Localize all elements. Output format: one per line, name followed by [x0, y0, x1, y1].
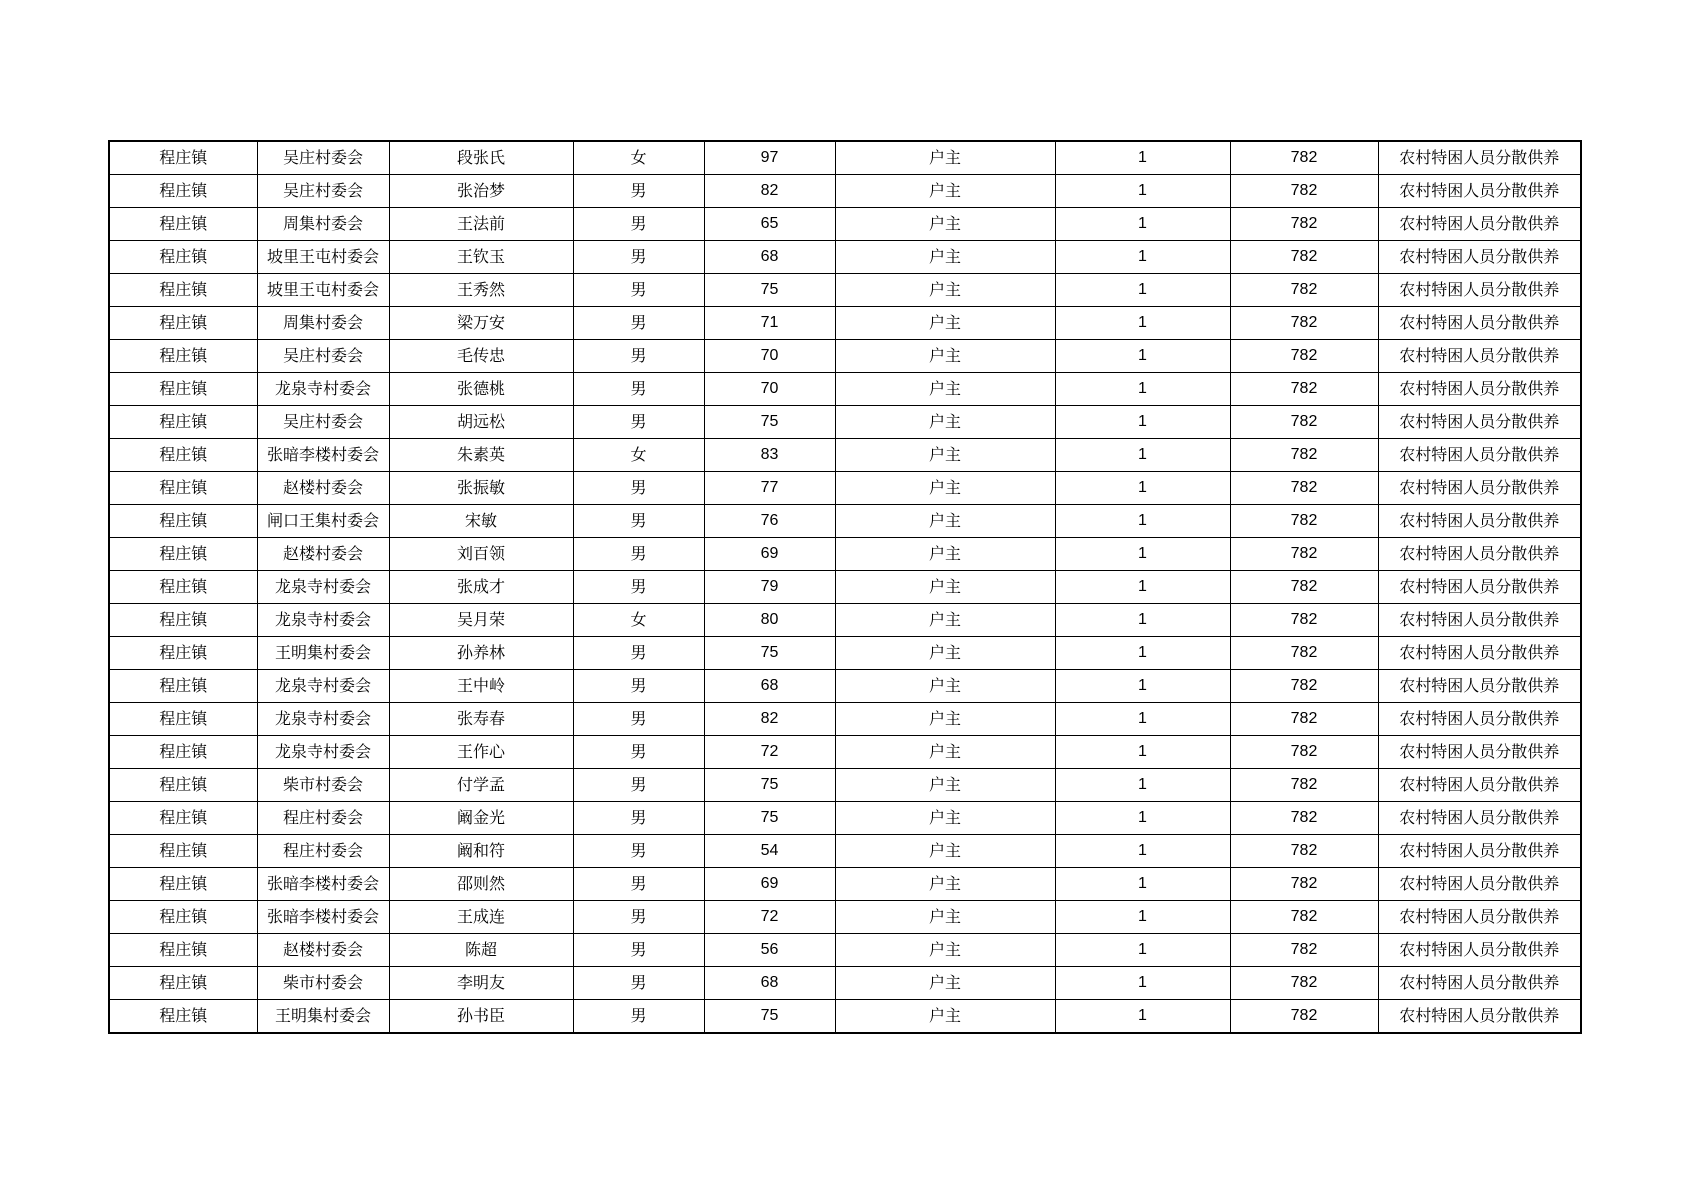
household-size-cell: 1 — [1055, 802, 1230, 835]
table-row — [109, 373, 1581, 406]
age-cell: 72 — [704, 736, 835, 769]
name-cell: 王法前 — [389, 208, 573, 241]
village-committee-cell: 闸口王集村委会 — [257, 505, 389, 538]
amount-cell: 782 — [1230, 373, 1378, 406]
village-committee-cell: 龙泉寺村委会 — [257, 703, 389, 736]
table-row — [109, 736, 1581, 769]
name-cell: 王作心 — [389, 736, 573, 769]
relation-cell: 户主 — [835, 141, 1055, 175]
age-cell: 75 — [704, 802, 835, 835]
town-cell: 程庄镇 — [109, 175, 257, 208]
town-cell: 程庄镇 — [109, 967, 257, 1000]
table-row — [109, 802, 1581, 835]
town-cell: 程庄镇 — [109, 703, 257, 736]
age-cell: 70 — [704, 340, 835, 373]
village-committee-cell: 柴市村委会 — [257, 967, 389, 1000]
household-size-cell: 1 — [1055, 141, 1230, 175]
household-size-cell: 1 — [1055, 538, 1230, 571]
village-committee-cell: 王明集村委会 — [257, 637, 389, 670]
town-cell: 程庄镇 — [109, 670, 257, 703]
category-cell: 农村特困人员分散供养 — [1378, 406, 1581, 439]
relation-cell: 户主 — [835, 901, 1055, 934]
name-cell: 张寿春 — [389, 703, 573, 736]
name-cell: 阚金光 — [389, 802, 573, 835]
category-cell: 农村特困人员分散供养 — [1378, 769, 1581, 802]
town-cell: 程庄镇 — [109, 571, 257, 604]
household-size-cell: 1 — [1055, 505, 1230, 538]
table-row — [109, 967, 1581, 1000]
category-cell: 农村特困人员分散供养 — [1378, 868, 1581, 901]
gender-cell: 男 — [573, 934, 704, 967]
gender-cell: 男 — [573, 472, 704, 505]
household-size-cell: 1 — [1055, 967, 1230, 1000]
table-row — [109, 406, 1581, 439]
amount-cell: 782 — [1230, 967, 1378, 1000]
household-size-cell: 1 — [1055, 934, 1230, 967]
table-row — [109, 340, 1581, 373]
town-cell: 程庄镇 — [109, 439, 257, 472]
name-cell: 邵则然 — [389, 868, 573, 901]
name-cell: 段张氏 — [389, 141, 573, 175]
category-cell: 农村特困人员分散供养 — [1378, 736, 1581, 769]
relation-cell: 户主 — [835, 439, 1055, 472]
relation-cell: 户主 — [835, 373, 1055, 406]
category-cell: 农村特困人员分散供养 — [1378, 505, 1581, 538]
amount-cell: 782 — [1230, 736, 1378, 769]
category-cell: 农村特困人员分散供养 — [1378, 439, 1581, 472]
table-row — [109, 1000, 1581, 1034]
age-cell: 80 — [704, 604, 835, 637]
gender-cell: 男 — [573, 340, 704, 373]
relation-cell: 户主 — [835, 340, 1055, 373]
village-committee-cell: 龙泉寺村委会 — [257, 373, 389, 406]
gender-cell: 男 — [573, 1000, 704, 1034]
gender-cell: 男 — [573, 868, 704, 901]
village-committee-cell: 赵楼村委会 — [257, 472, 389, 505]
name-cell: 张成才 — [389, 571, 573, 604]
gender-cell: 男 — [573, 769, 704, 802]
age-cell: 77 — [704, 472, 835, 505]
relation-cell: 户主 — [835, 868, 1055, 901]
village-committee-cell: 龙泉寺村委会 — [257, 736, 389, 769]
town-cell: 程庄镇 — [109, 637, 257, 670]
village-committee-cell: 周集村委会 — [257, 307, 389, 340]
name-cell: 张德桃 — [389, 373, 573, 406]
gender-cell: 男 — [573, 670, 704, 703]
category-cell: 农村特困人员分散供养 — [1378, 967, 1581, 1000]
town-cell: 程庄镇 — [109, 769, 257, 802]
town-cell: 程庄镇 — [109, 802, 257, 835]
town-cell: 程庄镇 — [109, 406, 257, 439]
household-size-cell: 1 — [1055, 208, 1230, 241]
household-size-cell: 1 — [1055, 241, 1230, 274]
village-committee-cell: 龙泉寺村委会 — [257, 571, 389, 604]
name-cell: 王中岭 — [389, 670, 573, 703]
age-cell: 82 — [704, 175, 835, 208]
amount-cell: 782 — [1230, 868, 1378, 901]
name-cell: 宋敏 — [389, 505, 573, 538]
name-cell: 王钦玉 — [389, 241, 573, 274]
age-cell: 75 — [704, 406, 835, 439]
relation-cell: 户主 — [835, 802, 1055, 835]
amount-cell: 782 — [1230, 274, 1378, 307]
relation-cell: 户主 — [835, 703, 1055, 736]
table-body — [109, 141, 1581, 1033]
amount-cell: 782 — [1230, 1000, 1378, 1034]
village-committee-cell: 坡里王屯村委会 — [257, 274, 389, 307]
category-cell: 农村特困人员分散供养 — [1378, 703, 1581, 736]
household-size-cell: 1 — [1055, 307, 1230, 340]
relation-cell: 户主 — [835, 274, 1055, 307]
amount-cell: 782 — [1230, 406, 1378, 439]
town-cell: 程庄镇 — [109, 1000, 257, 1034]
relation-cell: 户主 — [835, 472, 1055, 505]
amount-cell: 782 — [1230, 637, 1378, 670]
name-cell: 张振敏 — [389, 472, 573, 505]
village-committee-cell: 张暗李楼村委会 — [257, 868, 389, 901]
category-cell: 农村特困人员分散供养 — [1378, 373, 1581, 406]
table-row — [109, 571, 1581, 604]
amount-cell: 782 — [1230, 208, 1378, 241]
village-committee-cell: 吴庄村委会 — [257, 175, 389, 208]
gender-cell: 男 — [573, 274, 704, 307]
age-cell: 70 — [704, 373, 835, 406]
table-row — [109, 934, 1581, 967]
age-cell: 76 — [704, 505, 835, 538]
category-cell: 农村特困人员分散供养 — [1378, 538, 1581, 571]
household-size-cell: 1 — [1055, 670, 1230, 703]
gender-cell: 男 — [573, 505, 704, 538]
household-size-cell: 1 — [1055, 868, 1230, 901]
gender-cell: 男 — [573, 538, 704, 571]
table-row — [109, 835, 1581, 868]
gender-cell: 男 — [573, 208, 704, 241]
table-row — [109, 439, 1581, 472]
category-cell: 农村特困人员分散供养 — [1378, 472, 1581, 505]
category-cell: 农村特困人员分散供养 — [1378, 141, 1581, 175]
gender-cell: 男 — [573, 736, 704, 769]
village-committee-cell: 柴市村委会 — [257, 769, 389, 802]
household-size-cell: 1 — [1055, 901, 1230, 934]
relation-cell: 户主 — [835, 175, 1055, 208]
age-cell: 69 — [704, 868, 835, 901]
amount-cell: 782 — [1230, 340, 1378, 373]
name-cell: 阚和符 — [389, 835, 573, 868]
gender-cell: 女 — [573, 604, 704, 637]
amount-cell: 782 — [1230, 835, 1378, 868]
relation-cell: 户主 — [835, 637, 1055, 670]
relation-cell: 户主 — [835, 670, 1055, 703]
town-cell: 程庄镇 — [109, 274, 257, 307]
relation-cell: 户主 — [835, 307, 1055, 340]
category-cell: 农村特困人员分散供养 — [1378, 934, 1581, 967]
category-cell: 农村特困人员分散供养 — [1378, 1000, 1581, 1034]
amount-cell: 782 — [1230, 604, 1378, 637]
age-cell: 54 — [704, 835, 835, 868]
town-cell: 程庄镇 — [109, 472, 257, 505]
household-size-cell: 1 — [1055, 637, 1230, 670]
village-committee-cell: 坡里王屯村委会 — [257, 241, 389, 274]
town-cell: 程庄镇 — [109, 835, 257, 868]
age-cell: 82 — [704, 703, 835, 736]
table-row — [109, 241, 1581, 274]
town-cell: 程庄镇 — [109, 241, 257, 274]
household-size-cell: 1 — [1055, 472, 1230, 505]
category-cell: 农村特困人员分散供养 — [1378, 208, 1581, 241]
amount-cell: 782 — [1230, 141, 1378, 175]
table-row — [109, 769, 1581, 802]
gender-cell: 男 — [573, 967, 704, 1000]
name-cell: 胡远松 — [389, 406, 573, 439]
village-committee-cell: 赵楼村委会 — [257, 934, 389, 967]
name-cell: 朱素英 — [389, 439, 573, 472]
household-size-cell: 1 — [1055, 406, 1230, 439]
name-cell: 梁万安 — [389, 307, 573, 340]
gender-cell: 男 — [573, 703, 704, 736]
age-cell: 68 — [704, 241, 835, 274]
amount-cell: 782 — [1230, 670, 1378, 703]
village-committee-cell: 张暗李楼村委会 — [257, 439, 389, 472]
table-row — [109, 538, 1581, 571]
category-cell: 农村特困人员分散供养 — [1378, 274, 1581, 307]
town-cell: 程庄镇 — [109, 934, 257, 967]
relation-cell: 户主 — [835, 406, 1055, 439]
village-committee-cell: 程庄村委会 — [257, 835, 389, 868]
town-cell: 程庄镇 — [109, 604, 257, 637]
household-size-cell: 1 — [1055, 703, 1230, 736]
name-cell: 毛传忠 — [389, 340, 573, 373]
table-row — [109, 175, 1581, 208]
household-size-cell: 1 — [1055, 274, 1230, 307]
name-cell: 孙书臣 — [389, 1000, 573, 1034]
table-row — [109, 208, 1581, 241]
gender-cell: 男 — [573, 835, 704, 868]
household-size-cell: 1 — [1055, 175, 1230, 208]
amount-cell: 782 — [1230, 901, 1378, 934]
name-cell: 王秀然 — [389, 274, 573, 307]
amount-cell: 782 — [1230, 703, 1378, 736]
village-committee-cell: 吴庄村委会 — [257, 141, 389, 175]
household-size-cell: 1 — [1055, 571, 1230, 604]
gender-cell: 男 — [573, 637, 704, 670]
amount-cell: 782 — [1230, 934, 1378, 967]
table-row — [109, 505, 1581, 538]
household-size-cell: 1 — [1055, 439, 1230, 472]
relation-cell: 户主 — [835, 571, 1055, 604]
relation-cell: 户主 — [835, 1000, 1055, 1034]
town-cell: 程庄镇 — [109, 373, 257, 406]
relation-cell: 户主 — [835, 835, 1055, 868]
table-row — [109, 472, 1581, 505]
relation-cell: 户主 — [835, 604, 1055, 637]
relation-cell: 户主 — [835, 736, 1055, 769]
gender-cell: 女 — [573, 439, 704, 472]
age-cell: 56 — [704, 934, 835, 967]
age-cell: 75 — [704, 274, 835, 307]
gender-cell: 男 — [573, 307, 704, 340]
village-committee-cell: 吴庄村委会 — [257, 406, 389, 439]
relation-cell: 户主 — [835, 241, 1055, 274]
town-cell: 程庄镇 — [109, 538, 257, 571]
age-cell: 68 — [704, 967, 835, 1000]
table-row — [109, 141, 1581, 175]
age-cell: 69 — [704, 538, 835, 571]
category-cell: 农村特困人员分散供养 — [1378, 604, 1581, 637]
village-committee-cell: 龙泉寺村委会 — [257, 670, 389, 703]
gender-cell: 男 — [573, 175, 704, 208]
gender-cell: 男 — [573, 241, 704, 274]
age-cell: 72 — [704, 901, 835, 934]
gender-cell: 女 — [573, 141, 704, 175]
age-cell: 75 — [704, 769, 835, 802]
amount-cell: 782 — [1230, 538, 1378, 571]
gender-cell: 男 — [573, 802, 704, 835]
relation-cell: 户主 — [835, 769, 1055, 802]
relation-cell: 户主 — [835, 967, 1055, 1000]
household-size-cell: 1 — [1055, 604, 1230, 637]
name-cell: 吴月荣 — [389, 604, 573, 637]
amount-cell: 782 — [1230, 241, 1378, 274]
table-row — [109, 307, 1581, 340]
table-row — [109, 274, 1581, 307]
village-committee-cell: 王明集村委会 — [257, 1000, 389, 1034]
table-row — [109, 703, 1581, 736]
household-size-cell: 1 — [1055, 769, 1230, 802]
relation-cell: 户主 — [835, 505, 1055, 538]
village-committee-cell: 张暗李楼村委会 — [257, 901, 389, 934]
household-size-cell: 1 — [1055, 340, 1230, 373]
town-cell: 程庄镇 — [109, 307, 257, 340]
age-cell: 65 — [704, 208, 835, 241]
category-cell: 农村特困人员分散供养 — [1378, 571, 1581, 604]
village-committee-cell: 龙泉寺村委会 — [257, 604, 389, 637]
household-size-cell: 1 — [1055, 1000, 1230, 1034]
name-cell: 李明友 — [389, 967, 573, 1000]
category-cell: 农村特困人员分散供养 — [1378, 340, 1581, 373]
relation-cell: 户主 — [835, 934, 1055, 967]
age-cell: 97 — [704, 141, 835, 175]
amount-cell: 782 — [1230, 307, 1378, 340]
category-cell: 农村特困人员分散供养 — [1378, 835, 1581, 868]
amount-cell: 782 — [1230, 505, 1378, 538]
town-cell: 程庄镇 — [109, 208, 257, 241]
town-cell: 程庄镇 — [109, 340, 257, 373]
name-cell: 陈超 — [389, 934, 573, 967]
table-row — [109, 637, 1581, 670]
relation-cell: 户主 — [835, 208, 1055, 241]
category-cell: 农村特困人员分散供养 — [1378, 670, 1581, 703]
relation-cell: 户主 — [835, 538, 1055, 571]
name-cell: 王成连 — [389, 901, 573, 934]
age-cell: 75 — [704, 1000, 835, 1034]
gender-cell: 男 — [573, 571, 704, 604]
name-cell: 孙养林 — [389, 637, 573, 670]
amount-cell: 782 — [1230, 769, 1378, 802]
category-cell: 农村特困人员分散供养 — [1378, 307, 1581, 340]
age-cell: 83 — [704, 439, 835, 472]
amount-cell: 782 — [1230, 472, 1378, 505]
amount-cell: 782 — [1230, 802, 1378, 835]
name-cell: 张治梦 — [389, 175, 573, 208]
gender-cell: 男 — [573, 901, 704, 934]
table-row — [109, 670, 1581, 703]
town-cell: 程庄镇 — [109, 901, 257, 934]
name-cell: 付学孟 — [389, 769, 573, 802]
category-cell: 农村特困人员分散供养 — [1378, 241, 1581, 274]
town-cell: 程庄镇 — [109, 141, 257, 175]
town-cell: 程庄镇 — [109, 505, 257, 538]
category-cell: 农村特困人员分散供养 — [1378, 175, 1581, 208]
amount-cell: 782 — [1230, 571, 1378, 604]
village-committee-cell: 程庄村委会 — [257, 802, 389, 835]
category-cell: 农村特困人员分散供养 — [1378, 802, 1581, 835]
household-size-cell: 1 — [1055, 835, 1230, 868]
category-cell: 农村特困人员分散供养 — [1378, 901, 1581, 934]
amount-cell: 782 — [1230, 439, 1378, 472]
gender-cell: 男 — [573, 373, 704, 406]
village-committee-cell: 赵楼村委会 — [257, 538, 389, 571]
town-cell: 程庄镇 — [109, 736, 257, 769]
name-cell: 刘百领 — [389, 538, 573, 571]
age-cell: 79 — [704, 571, 835, 604]
table-row — [109, 604, 1581, 637]
table-row — [109, 868, 1581, 901]
household-size-cell: 1 — [1055, 736, 1230, 769]
town-cell: 程庄镇 — [109, 868, 257, 901]
age-cell: 75 — [704, 637, 835, 670]
gender-cell: 男 — [573, 406, 704, 439]
village-committee-cell: 吴庄村委会 — [257, 340, 389, 373]
age-cell: 71 — [704, 307, 835, 340]
household-size-cell: 1 — [1055, 373, 1230, 406]
relief-roster-table — [108, 140, 1582, 1034]
village-committee-cell: 周集村委会 — [257, 208, 389, 241]
category-cell: 农村特困人员分散供养 — [1378, 637, 1581, 670]
age-cell: 68 — [704, 670, 835, 703]
table-row — [109, 901, 1581, 934]
amount-cell: 782 — [1230, 175, 1378, 208]
